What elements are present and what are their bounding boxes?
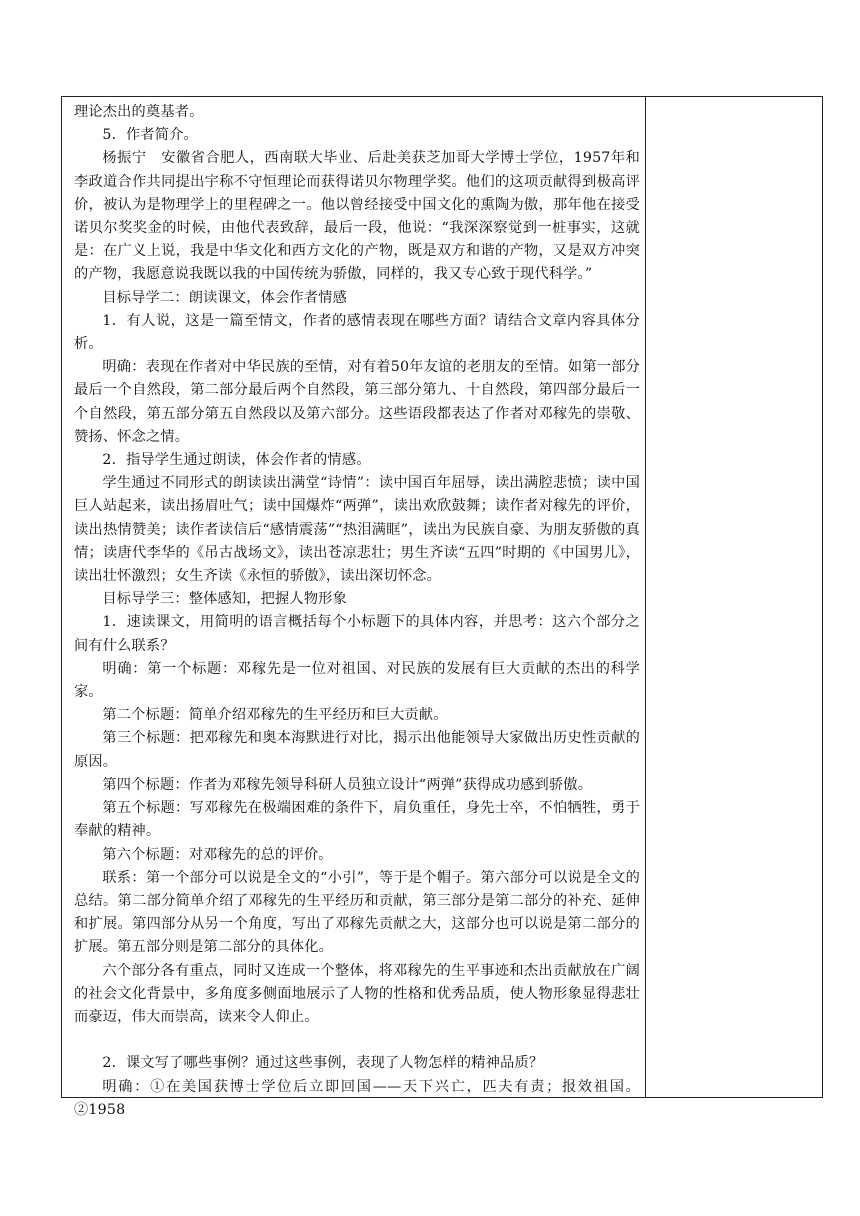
paragraph: 明确：①在美国获博士学位后立即回国——天下兴亡，匹夫有责；报效祖国。②1958 (74, 1078, 640, 1118)
section-heading: 目标导学三：整体感知，把握人物形象 (102, 591, 347, 608)
paragraph: 理论杰出的奠基者。 (74, 104, 204, 120)
paragraph: 第四个标题：作者为邓稼先领导科研人员独立设计“两弹”获得成功感到骄傲。 (102, 776, 593, 793)
paragraph: 明确：第一个标题：邓稼先是一位对祖国、对民族的发展有巨大贡献的杰出的科学家。 (74, 660, 640, 701)
paragraph: 第五个标题：写邓稼先在极端困难的条件下，肩负重任，身先士卒，不怕牺牲，勇于奉献的精神。 (74, 800, 640, 840)
paragraph: 5．作者简介。 (102, 127, 198, 144)
paragraph: 2．指导学生通过朗读，体会作者的情感。 (102, 452, 371, 469)
lesson-plan-table (61, 96, 823, 1118)
paragraph: 1．速读课文，用简明的语言概括每个小标题下的具体内容，并思考：这六个部分之间有什么联系？ (74, 614, 640, 654)
notes-column-cell (646, 97, 822, 1097)
paragraph: 联系：第一个部分可以说是全文的“小引”，等于是个帽子。第六部分可以说是全文的总结。第二部分简单介绍了邓稼先的生平经历和贡献，第三部分是第二部分的补充、延伸和扩展。第四部分从另一个角度，写出了邓稼先贡献之大，这部分也可以说是第二部分的扩展。第五部分则是第二部分的具体化。 (74, 869, 640, 956)
paragraph: 第三个标题：把邓稼先和奥本海默进行对比，揭示出他能领导大家做出历史性贡献的原因。 (74, 730, 640, 770)
main-content-cell (74, 101, 640, 1122)
paragraph: 第六个标题：对邓稼先的总的评价。 (102, 846, 333, 863)
paragraph: 1．有人说，这是一篇至情文，作者的感情表现在哪些方面？请结合文章内容具体分析。 (74, 312, 640, 353)
paragraph: 学生通过不同形式的朗读读出满堂“诗情”：读中国百年屈辱，读出满腔悲愤；读中国巨人站起来，读出扬眉吐气；读中国爆炸“两弹”，读出欢欣鼓舞；读作者对稼先的评价，读出热情赞美；读作者读信后“感情震荡”“热泪满眶”，读出为民族自豪、为朋友骄傲的真情；读唐代李华的《吊古战场文》，读出苍凉悲壮；男生齐读“五四”时期的《中国男儿》，读出壮怀激烈；女生齐读《永恒的骄傲》，读出深切怀念。 (74, 475, 640, 585)
blank-line (74, 1029, 640, 1052)
paragraph: 2．课文写了哪些事例？通过这些事例，表现了人物怎样的精神品质？ (102, 1055, 544, 1072)
section-heading: 目标导学二：朗读课文，体会作者情感 (102, 289, 347, 306)
paragraph: 第二个标题：简单介绍邓稼先的生平经历和巨大贡献。 (102, 707, 448, 724)
paragraph: 六个部分各有重点，同时又连成一个整体，将邓稼先的生平事迹和杰出贡献放在广阔的社会文化背景中，多角度多侧面地展示了人物的性格和优秀品质，使人物形象显得悲壮而豪迈，伟大而崇高，读来令人仰止。 (74, 962, 640, 1025)
paragraph: 明确：表现在作者对中华民族的至情，对有着50年友谊的老朋友的至情。如第一部分最后一个自然段，第二部分最后两个自然段，第三部分第九、十自然段，第四部分最后一个自然段，第五部分第五自然段以及第六部分。这些语段都表达了作者对邓稼先的崇敬、赞扬、怀念之情。 (74, 359, 640, 445)
paragraph: 杨振宁 安徽省合肥人，西南联大毕业、后赴美获芝加哥大学博士学位，1957年和李政道合作共同提出宇称不守恒理论而获得诺贝尔物理学奖。他们的这项贡献得到极高评价，被认为是物理学上的里程碑之一。他以曾经接受中国文化的熏陶为傲，那年他在接受诺贝尔奖奖金的时候，由他代表致辞，最后一段，他说：“我深深察觉到一桩事实，这就是：在广义上说，我是中华文化和西方文化的产物，既是双方和谐的产物，又是双方冲突的产物，我愿意说我既以我的中国传统为骄傲，同样的，我又专心致于现代科学。” (74, 150, 640, 283)
